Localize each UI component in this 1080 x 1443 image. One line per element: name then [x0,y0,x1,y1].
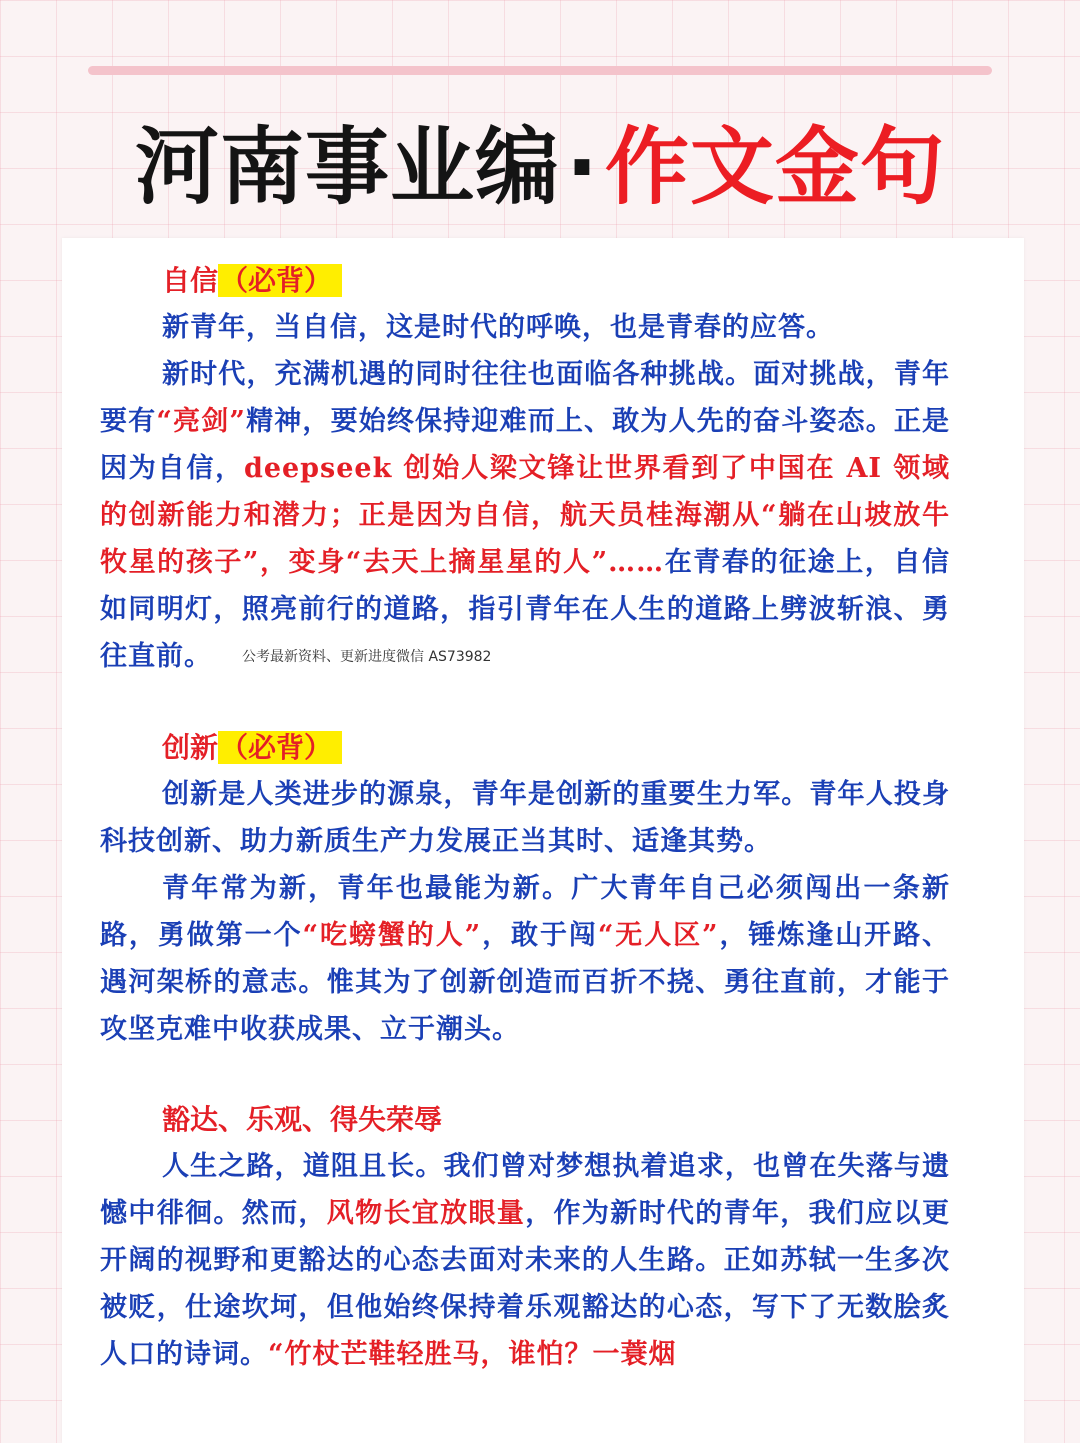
section-paragraph [100,771,950,865]
section-paragraph [100,351,950,681]
section-gap [100,1053,950,1097]
highlighted-text: 风物长宜放眼量 [326,1198,526,1229]
section-paragraph [100,304,950,351]
title-part2: 作文金句 [604,118,945,216]
title-part1: 河南事业编 [135,118,561,216]
section-paragraph [100,1143,950,1378]
top-decorative-rule [88,66,992,75]
section-heading [100,725,950,771]
section-heading-text: 创新 [162,731,219,764]
highlighted-text: deepseek 创始人梁文锋让世界看到了中国在 AI 领域的创新能力和潜力；正是因为自信，航天员桂海潮从“躺在山坡放牛牧星的孩子”，变身“去天上摘星星的人”…… [100,453,950,578]
body-text: 创新是人类进步的源泉，青年是创新的重要生力军。青年人投身科技创新、助力新质生产力发展正当其时、适逢其势。 [100,779,950,857]
body-text: 青年常为新，青年也最能为新。广大青年自己必须闯出一条新路，勇做第一个 [100,873,950,951]
body-text: 人生之路，道阻且长。我们曾对梦想执着追求，也曾在失落与遗憾中徘徊。然而， [100,1151,950,1229]
page-title [0,112,1080,222]
highlighted-text: “吃螃蟹的人” [302,920,482,951]
title-separator: · [566,118,599,216]
section-gap [100,681,950,725]
must-memorize-tag: （必背） [218,731,342,764]
body-text: 新时代，充满机遇的同时往往也面临各种挑战。面对挑战，青年要有 [100,359,950,437]
body-text: 在青春的征途上，自信如同明灯，照亮前行的道路，指引青年在人生的道路上劈波斩浪、勇往直前。 [100,547,950,672]
section-heading [100,1097,950,1143]
body-text: ，作为新时代的青年，我们应以更开阔的视野和更豁达的心态去面对未来的人生路。正如苏轼一生多次被贬，仕途坎坷，但他始终保持着乐观豁达的心态，写下了无数脍炙人口的诗词。 [100,1198,951,1370]
content-body [100,258,950,1378]
section-heading-text: 自信 [162,264,219,297]
highlighted-text: “竹杖芒鞋轻胜马，谁怕？一蓑烟 [268,1339,677,1370]
body-text: 精神，要始终保持迎难而上、敢为人先的奋斗姿态。正是因为自信， [100,406,951,484]
section-heading [100,258,950,304]
section-heading-text: 豁达、乐观、得失荣辱 [162,1103,443,1136]
body-text: ，锤炼逢山开路、遇河架桥的意志。惟其为了创新创造而百折不挠、勇往直前，才能于攻坚克难中收获成果、立于潮头。 [100,920,951,1045]
highlighted-text: “无人区” [597,920,719,951]
section-paragraph [100,865,950,1053]
watermark-note: 公考最新资料、更新进度微信 AS73982 [242,649,492,665]
highlighted-text: “亮剑” [156,406,246,437]
body-text: ，敢于闯 [481,920,598,951]
must-memorize-tag: （必背） [218,264,342,297]
body-text: 新青年，当自信，这是时代的呼唤，也是青春的应答。 [162,312,834,343]
